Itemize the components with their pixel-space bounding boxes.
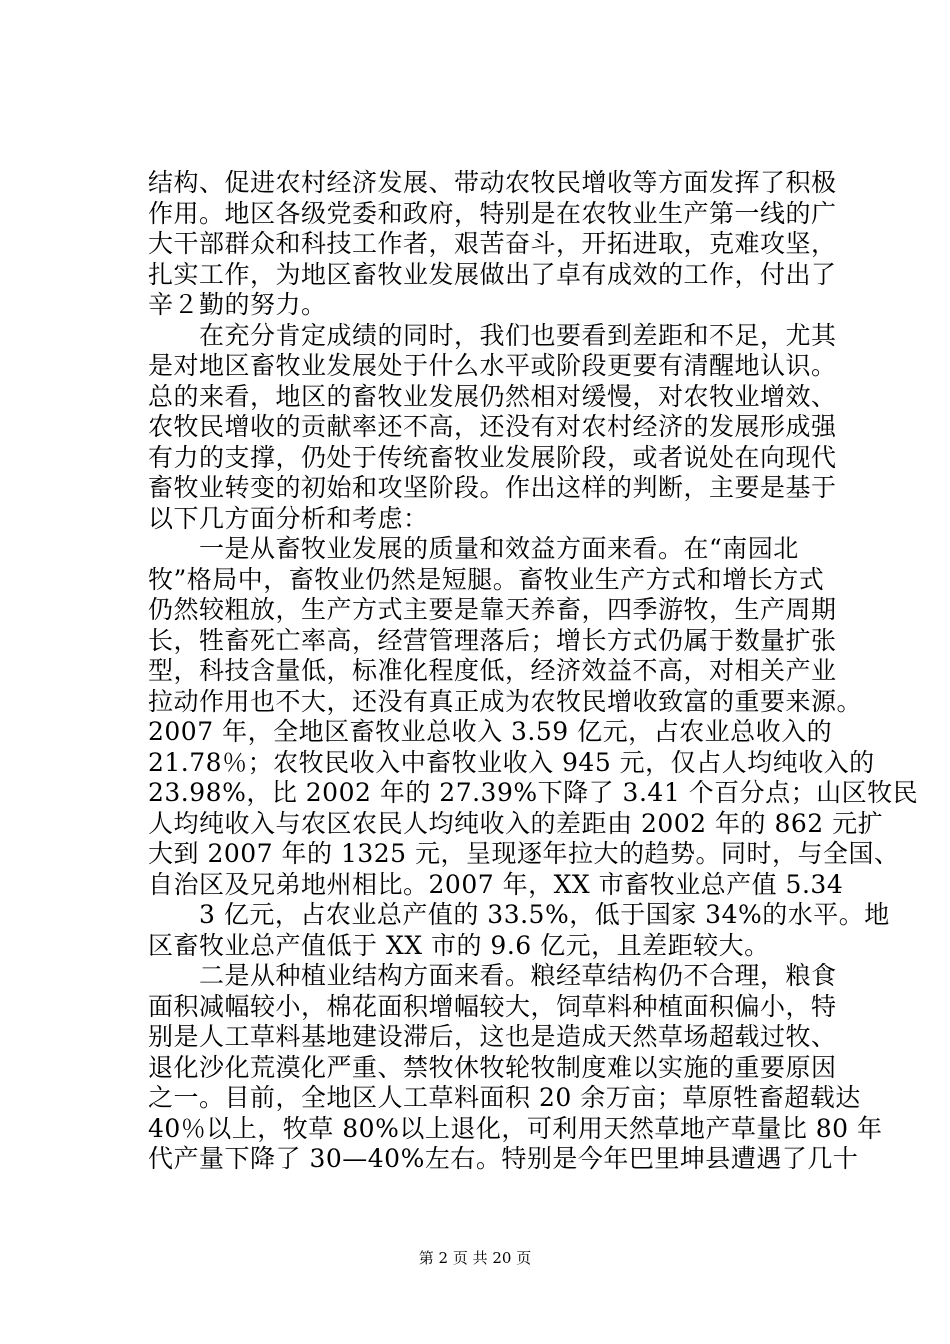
text-line: 21.78％；农牧民收入中畜牧业收入 945 元，仅占人均纯收入的 xyxy=(148,747,875,777)
text-line: 区畜牧业总产值低于 XX 市的 9.6 亿元，且差距较大。 xyxy=(148,930,770,960)
text-line: 以下几方面分析和考虑： xyxy=(148,503,429,533)
text-line: 一是从畜牧业发展的质量和效益方面来看。在“南园北 xyxy=(148,534,799,563)
text-line: 辛２勤的努力。 xyxy=(148,290,327,319)
text-line: 型，科技含量低，标准化程度低，经济效益不高，对相关产业 xyxy=(148,656,837,685)
text-line: 代产量下降了 30—40%左右。特别是今年巴里坤县遭遇了几十 xyxy=(148,1144,859,1173)
text-line: 在充分肯定成绩的同时，我们也要看到差距和不足，尤其 xyxy=(148,320,837,350)
text-line: 大干部群众和科技工作者，艰苦奋斗，开拓进取，克难攻坚， xyxy=(148,229,837,258)
body-text xyxy=(148,168,919,1175)
text-line: 仍然较粗放，生产方式主要是靠天养畜，四季游牧，生产周期 xyxy=(148,595,837,624)
text-line: 结构、促进农村经济发展、带动农牧民增收等方面发挥了积极 xyxy=(148,168,837,197)
text-line: 农牧民增收的贡献率还不高，还没有对农村经济的发展形成强 xyxy=(148,412,837,441)
text-line: 之一。目前，全地区人工草料面积 20 余万亩；草原牲畜超载达 xyxy=(148,1083,861,1112)
text-line: 大到 2007 年的 1325 元，呈现逐年拉大的趋势。同时，与全国、 xyxy=(148,839,900,868)
text-line: 二是从种植业结构方面来看。粮经草结构仍不合理，粮食 xyxy=(148,961,837,990)
text-line: 扎实工作，为地区畜牧业发展做出了卓有成效的工作，付出了 xyxy=(148,259,837,289)
text-line: 23.98%，比 2002 年的 27.39%下降了 3.41 个百分点；山区牧民 xyxy=(148,778,919,807)
text-line: 拉动作用也不大，还没有真正成为农牧民增收致富的重要来源。 xyxy=(148,686,863,716)
text-line: 3 亿元，占农业总产值的 33.5%，低于国家 34%的水平。地 xyxy=(148,900,890,929)
text-line: 别是人工草料基地建设滞后，这也是造成天然草场超载过牧、 xyxy=(148,1022,837,1051)
text-line: 面积减幅较小，棉花面积增幅较大，饲草料种植面积偏小，特 xyxy=(148,991,837,1021)
text-line: 作用。地区各级党委和政府，特别是在农牧业生产第一线的广 xyxy=(148,198,837,228)
text-line: 是对地区畜牧业发展处于什么水平或阶段更要有清醒地认识。 xyxy=(148,351,837,380)
text-line: 畜牧业转变的初始和攻坚阶段。作出这样的判断，主要是基于 xyxy=(148,473,837,502)
text-line: 长，牲畜死亡率高，经营管理落后；增长方式仍属于数量扩张 xyxy=(148,625,837,655)
text-line: 40％以上，牧草 80%以上退化，可利用天然草地产草量比 80 年 xyxy=(148,1113,883,1143)
page-number-footer: 第 2 页 共 20 页 xyxy=(418,1249,532,1267)
text-line: 2007 年，全地区畜牧业总收入 3.59 亿元，占农业总收入的 xyxy=(148,717,833,746)
text-line: 有力的支撑，仍处于传统畜牧业发展阶段，或者说处在向现代 xyxy=(148,442,837,472)
text-line: 自治区及兄弟地州相比。2007 年，XX 市畜牧业总产值 5.34 xyxy=(148,869,844,899)
text-line: 人均纯收入与农区农民人均纯收入的差距由 2002 年的 862 元扩 xyxy=(148,808,884,838)
text-line: 牧”格局中，畜牧业仍然是短腿。畜牧业生产方式和增长方式 xyxy=(148,564,825,594)
text-line: 退化沙化荒漠化严重、禁牧休牧轮牧制度难以实施的重要原因 xyxy=(148,1052,837,1082)
text-line: 总的来看，地区的畜牧业发展仍然相对缓慢，对农牧业增效、 xyxy=(148,381,837,411)
